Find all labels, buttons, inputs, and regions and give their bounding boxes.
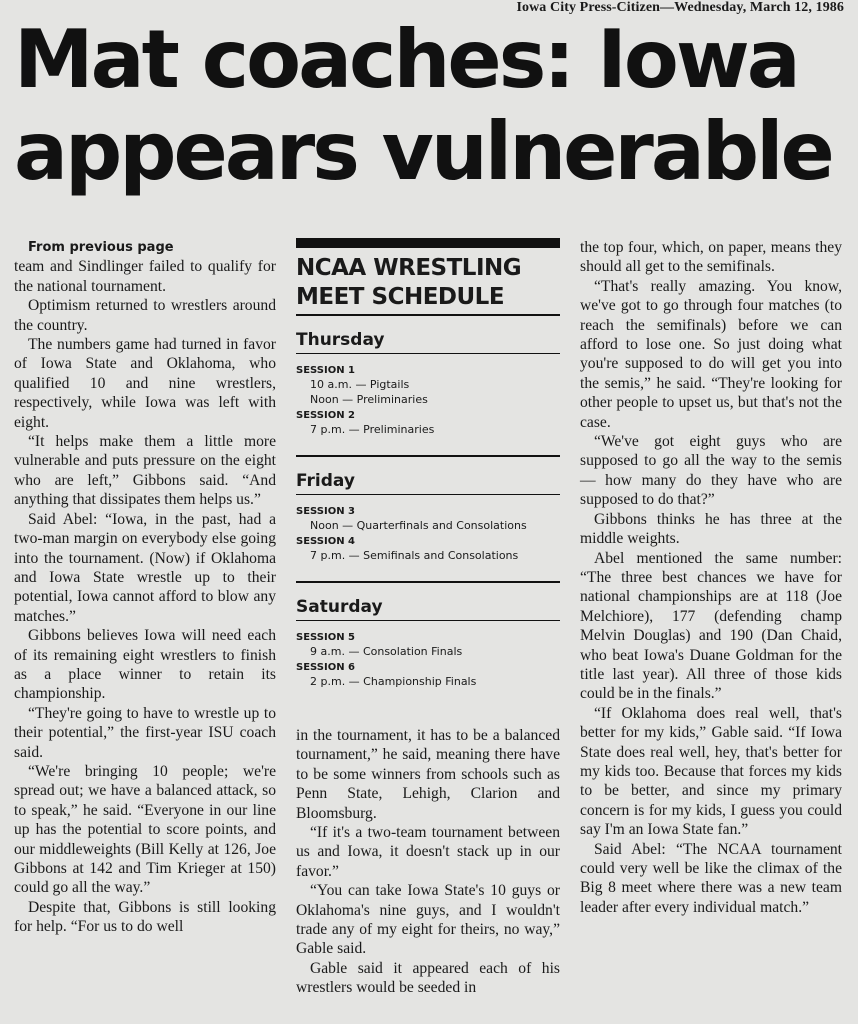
paragraph: “If Oklahoma does real well, that's better for my kids,” Gable said. “If Iowa State does real well, hey, that's better for my kids too. Because that forces my kids to be better, and since my primary concern is for my kids, I guess you could say I'm an Iowa State fan.” xyxy=(580,704,842,839)
article-column-1 xyxy=(14,238,276,937)
schedule-day-saturday xyxy=(296,583,560,707)
article-column-3 xyxy=(580,238,842,917)
schedule-top-rule xyxy=(296,238,560,248)
session-label: SESSION 3 xyxy=(296,506,356,517)
session-label: SESSION 6 xyxy=(296,662,356,673)
paragraph: Gibbons thinks he has three at the middle weights. xyxy=(580,510,842,548)
paragraph: “You can take Iowa State's 10 guys or Oklahoma's nine guys, and I wouldn't trade any of my eight for theirs, no way,” Gable said. xyxy=(296,882,560,958)
day-heading: Saturday xyxy=(296,597,560,621)
paragraph: “If it's a two-team tournament between us and Iowa, it doesn't stack up in our favor.” xyxy=(296,824,560,880)
schedule-title: NCAA WRESTLING MEET SCHEDULE xyxy=(296,254,560,316)
paragraph: Abel mentioned the same number: “The three best chances we have for national championships are at 118 (Joe Melchiore), 177 (defending champ Melvin Douglas) and 190 (Dan Chaid, who beat Iowa's Duane Goldman for the title last year). All three of those kids could be in the finals.” xyxy=(580,549,842,703)
paragraph: Gable said it appeared each of his wrestlers would be seeded in xyxy=(296,959,560,997)
headline-line-1: Mat coaches: Iowa xyxy=(14,13,798,106)
session-label: SESSION 1 xyxy=(296,365,356,376)
paragraph: Gibbons believes Iowa will need each of its remaining eight wrestlers to finish as a place winner to retain its championship. xyxy=(14,627,276,703)
paragraph: “It helps make them a little more vulnerable and puts pressure on the eight who are left,” Gibbons said. “And anything that dissipates them helps us.” xyxy=(14,433,276,509)
paragraph: the top four, which, on paper, means they should all get to the semifinals. xyxy=(580,239,842,276)
paragraph: team and Sindlinger failed to qualify for the national tournament. xyxy=(14,258,276,295)
session-event: 10 a.m. — Pigtails xyxy=(310,378,410,391)
paragraph: Said Abel: “Iowa, in the past, had a two-man margin on everybody else going into the tournament. (Now) if Oklahoma and Iowa State wrestle up to their potential, Iowa cannot afford to blow any matches.” xyxy=(14,510,276,625)
session-event: 7 p.m. — Semifinals and Consolations xyxy=(310,549,519,562)
session-label: SESSION 2 xyxy=(296,410,356,421)
kicker: From previous page xyxy=(28,240,174,255)
paragraph: Said Abel: “The NCAA tournament could very well be like the climax of the Big 8 meet where there was a new team leader after every individual match.” xyxy=(580,840,842,916)
session-label: SESSION 5 xyxy=(296,632,356,643)
session-event: 2 p.m. — Championship Finals xyxy=(310,675,477,688)
session-event: Noon — Quarterfinals and Consolations xyxy=(310,519,527,532)
paragraph: “They're going to have to wrestle up to their potential,” the first-year ISU coach said. xyxy=(14,704,276,761)
paragraph: Optimism returned to wrestlers around the country. xyxy=(14,297,276,334)
headline-line-2: appears vulnerable xyxy=(14,105,832,198)
paragraph: in the tournament, it has to be a balanced tournament,” he said, meaning there have to be some winners from schools such as Penn State, Lehigh, Clarion and Bloomsburg. xyxy=(296,727,560,822)
headline xyxy=(14,14,854,198)
session-event: Noon — Preliminaries xyxy=(310,393,428,406)
paragraph: Despite that, Gibbons is still looking for help. “For us to do well xyxy=(14,898,276,936)
paragraph: “We're bringing 10 people; we're spread out; we have a balanced attack, so to speak,” he said. “Everyone in our line up has the potential to score points, and our middleweights (Bill Kelly at 126, Joe Gibbons at 142 and Tim Krieger at 150) could go all the way.” xyxy=(14,762,276,897)
article-column-2 xyxy=(296,726,560,998)
paragraph: “That's really amazing. You know, we've got to go through four matches (to reach the semifinals) before we can afford to lose one. So just doing what you're supposed to do will get you into the semis,” he said. “They're looking for other people to upset us, but that's not the case. xyxy=(580,277,842,431)
session-label: SESSION 4 xyxy=(296,536,356,547)
schedule-day-thursday xyxy=(296,316,560,457)
session-event: 7 p.m. — Preliminaries xyxy=(310,423,435,436)
paragraph: “We've got eight guys who are supposed to go all the way to the semis — how many do they have who are supposed to do that?” xyxy=(580,433,842,509)
schedule-day-friday xyxy=(296,457,560,583)
dateline: Iowa City Press-Citizen—Wednesday, March 12, 1986 xyxy=(516,0,844,15)
session-event: 9 a.m. — Consolation Finals xyxy=(310,645,463,658)
paragraph: The numbers game had turned in favor of Iowa State and Oklahoma, who qualified 10 and nine wrestlers, respectively, while Iowa was left with eight. xyxy=(14,336,276,431)
day-heading: Friday xyxy=(296,471,560,495)
schedule-box xyxy=(296,238,560,707)
day-heading: Thursday xyxy=(296,330,560,354)
